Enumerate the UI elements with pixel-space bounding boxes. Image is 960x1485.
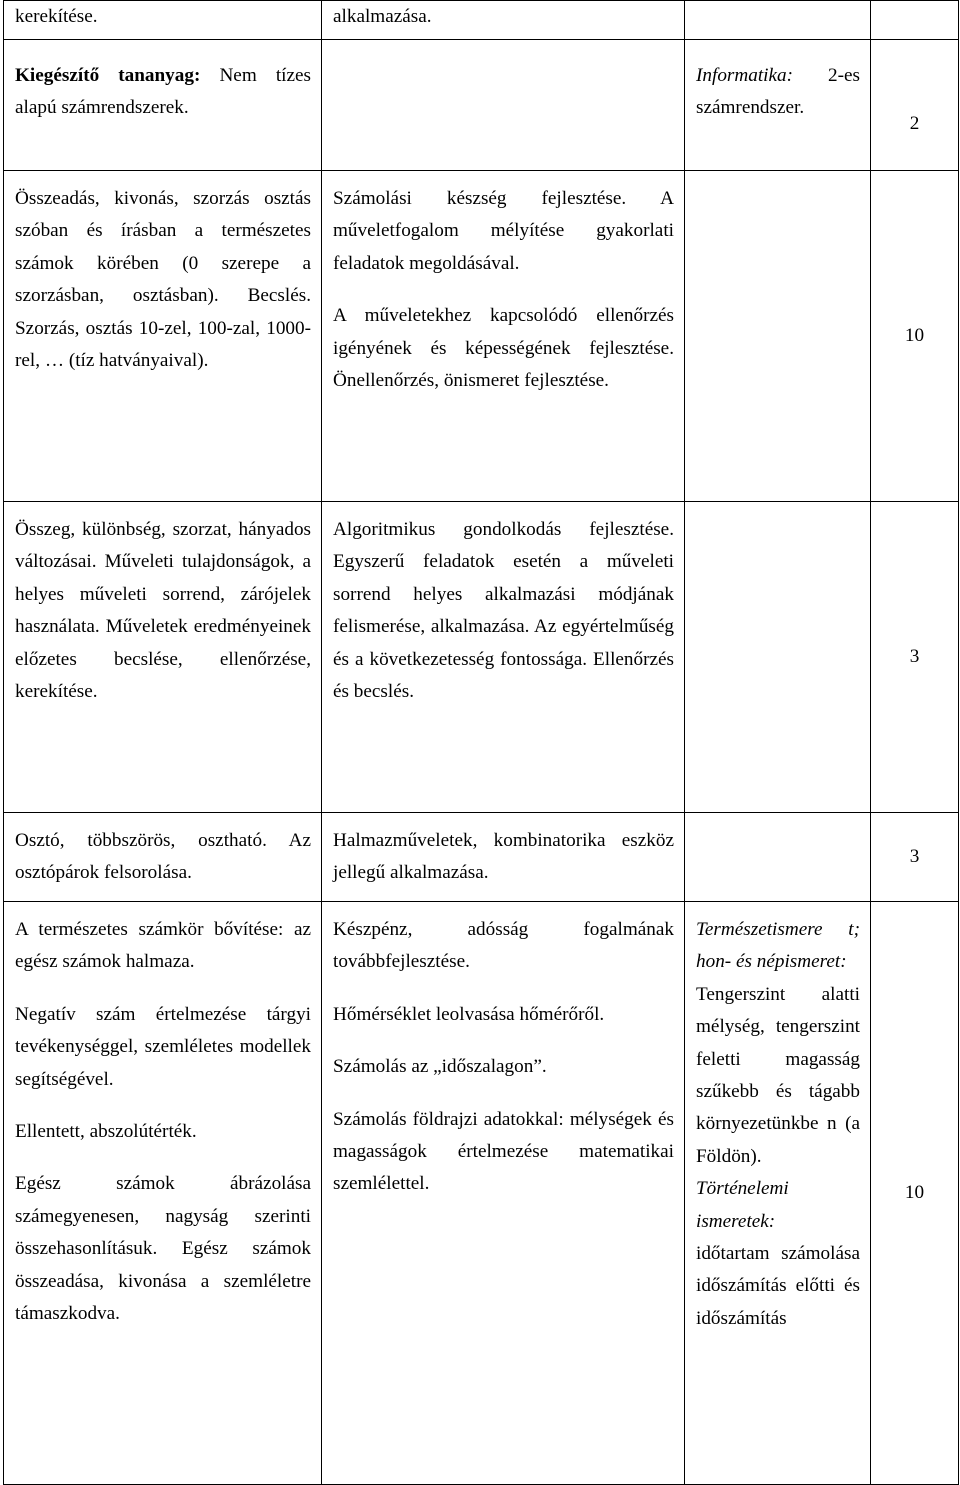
topic-cell [4,40,322,171]
connections-cell [685,502,871,813]
skills-cell [322,813,685,902]
hours-value: 10 [904,1181,925,1203]
skills-text: Hőmérséklet leolvasása hőmérőről. [333,1003,605,1025]
topic-text: kerekítése. [15,6,98,27]
table-row [4,40,959,171]
connections-cell [685,40,871,171]
skills-text: A műveletekhez kapcsolódó ellenőrzés igényének és képességének fejlesztése. Önellenőrzés, önismeret fejlesztése. [333,305,674,392]
connection-detail: Tengerszint alatti mélység, tengerszint feletti magasság szűkebb és tágabb környezetünkbe n (a Földön). [696,983,860,1167]
hours-cell [871,1,959,40]
hours-value: 2 [909,112,920,134]
hours-value: 3 [909,645,920,667]
supplementary-text: Nem tízes alapú számrendszerek. [15,65,311,119]
skills-cell [322,1,685,40]
connection-detail: időtartam számolása időszámítás előtti és időszámítás [696,1243,860,1329]
skills-cell [322,902,685,1485]
hours-cell [871,40,959,171]
topic-cell [4,813,322,902]
skills-cell [322,171,685,502]
connection-subject: Informatika: [696,65,793,86]
hours-cell [871,902,959,1485]
skills-text: Halmazműveletek, kombinatorika eszköz jellegű alkalmazása. [333,830,674,884]
table-row [4,813,959,902]
hours-cell [871,171,959,502]
table-row [4,1,959,40]
skills-text: Készpénz, adósság fogalmának továbbfejlesztése. [333,919,674,973]
topic-cell [4,902,322,1485]
skills-cell [322,502,685,813]
connection-subject-label: Természetismere t; hon- és népismeret: [696,919,860,973]
skills-text: Számolási készség fejlesztése. A műveletfogalom mélyítése gyakorlati feladatok megoldásával. [333,188,674,274]
topic-cell [4,1,322,40]
connections-cell [685,1,871,40]
connections-text [696,60,860,125]
connection-detail: 2-es számrendszer. [696,65,860,119]
connections-cell [685,813,871,902]
table-row [4,902,959,1485]
connection-subject [696,1173,860,1238]
hours-value: 10 [904,324,925,346]
hours-value: 3 [909,845,920,867]
topic-cell [4,502,322,813]
topic-text: Ellentett, abszolútérték. [15,1121,197,1143]
connections-cell [685,171,871,502]
hours-cell [871,502,959,813]
skills-text: Számolás földrajzi adatokkal: mélységek és magasságok értelmezése matematikai szemlélettel. [333,1108,674,1195]
skills-text: Algoritmikus gondolkodás fejlesztése. Egyszerű feladatok esetén a műveleti sorrend helyes alkalmazási módjának felismerése, alkalmazása. Az egyértelműség és a következetesség fontossága. Ellenőrzés és becslés. [333,519,674,703]
topic-text [15,60,311,125]
curriculum-table [3,0,959,1485]
connection-subject [696,914,860,979]
topic-text: Negatív szám értelmezése tárgyi tevékenységgel, szemléletes modellek segítségével. [15,1003,311,1090]
table-row [4,171,959,502]
table-row [4,502,959,813]
supplementary-label: Kiegészítő tananyag: [15,65,201,86]
topic-text: Összeg, különbség, szorzat, hányados változásai. Műveleti tulajdonságok, a helyes műveleti sorrend, zárójelek használata. Műveletek eredményeinek előzetes becslése, ellenőrzése, kerekítése. [15,519,311,703]
skills-text: alkalmazása. [333,6,432,27]
connections-cell [685,902,871,1485]
topic-text: A természetes számkör bővítése: az egész számok halmaza. [15,919,311,973]
topic-text: Összeadás, kivonás, szorzás osztás szóban és írásban a természetes számok körében (0 szerepe a szorzásban, osztásban). Becslés. Szorzás, osztás 10-zel, 100-zal, 1000-rel, … (tíz hatványaival). [15,188,311,372]
topic-text: Osztó, többszörös, osztható. Az osztópárok felsorolása. [15,830,311,884]
skills-text: Számolás az „időszalagon”. [333,1056,547,1078]
skills-cell [322,40,685,171]
topic-cell [4,171,322,502]
topic-text: Egész számok ábrázolása számegyenesen, nagyság szerinti összehasonlításuk. Egész számok összeadása, kivonása a szemléletre támaszkodva. [15,1173,311,1325]
hours-cell [871,813,959,902]
connection-subject-label: Történelemi ismeretek: [696,1178,789,1232]
